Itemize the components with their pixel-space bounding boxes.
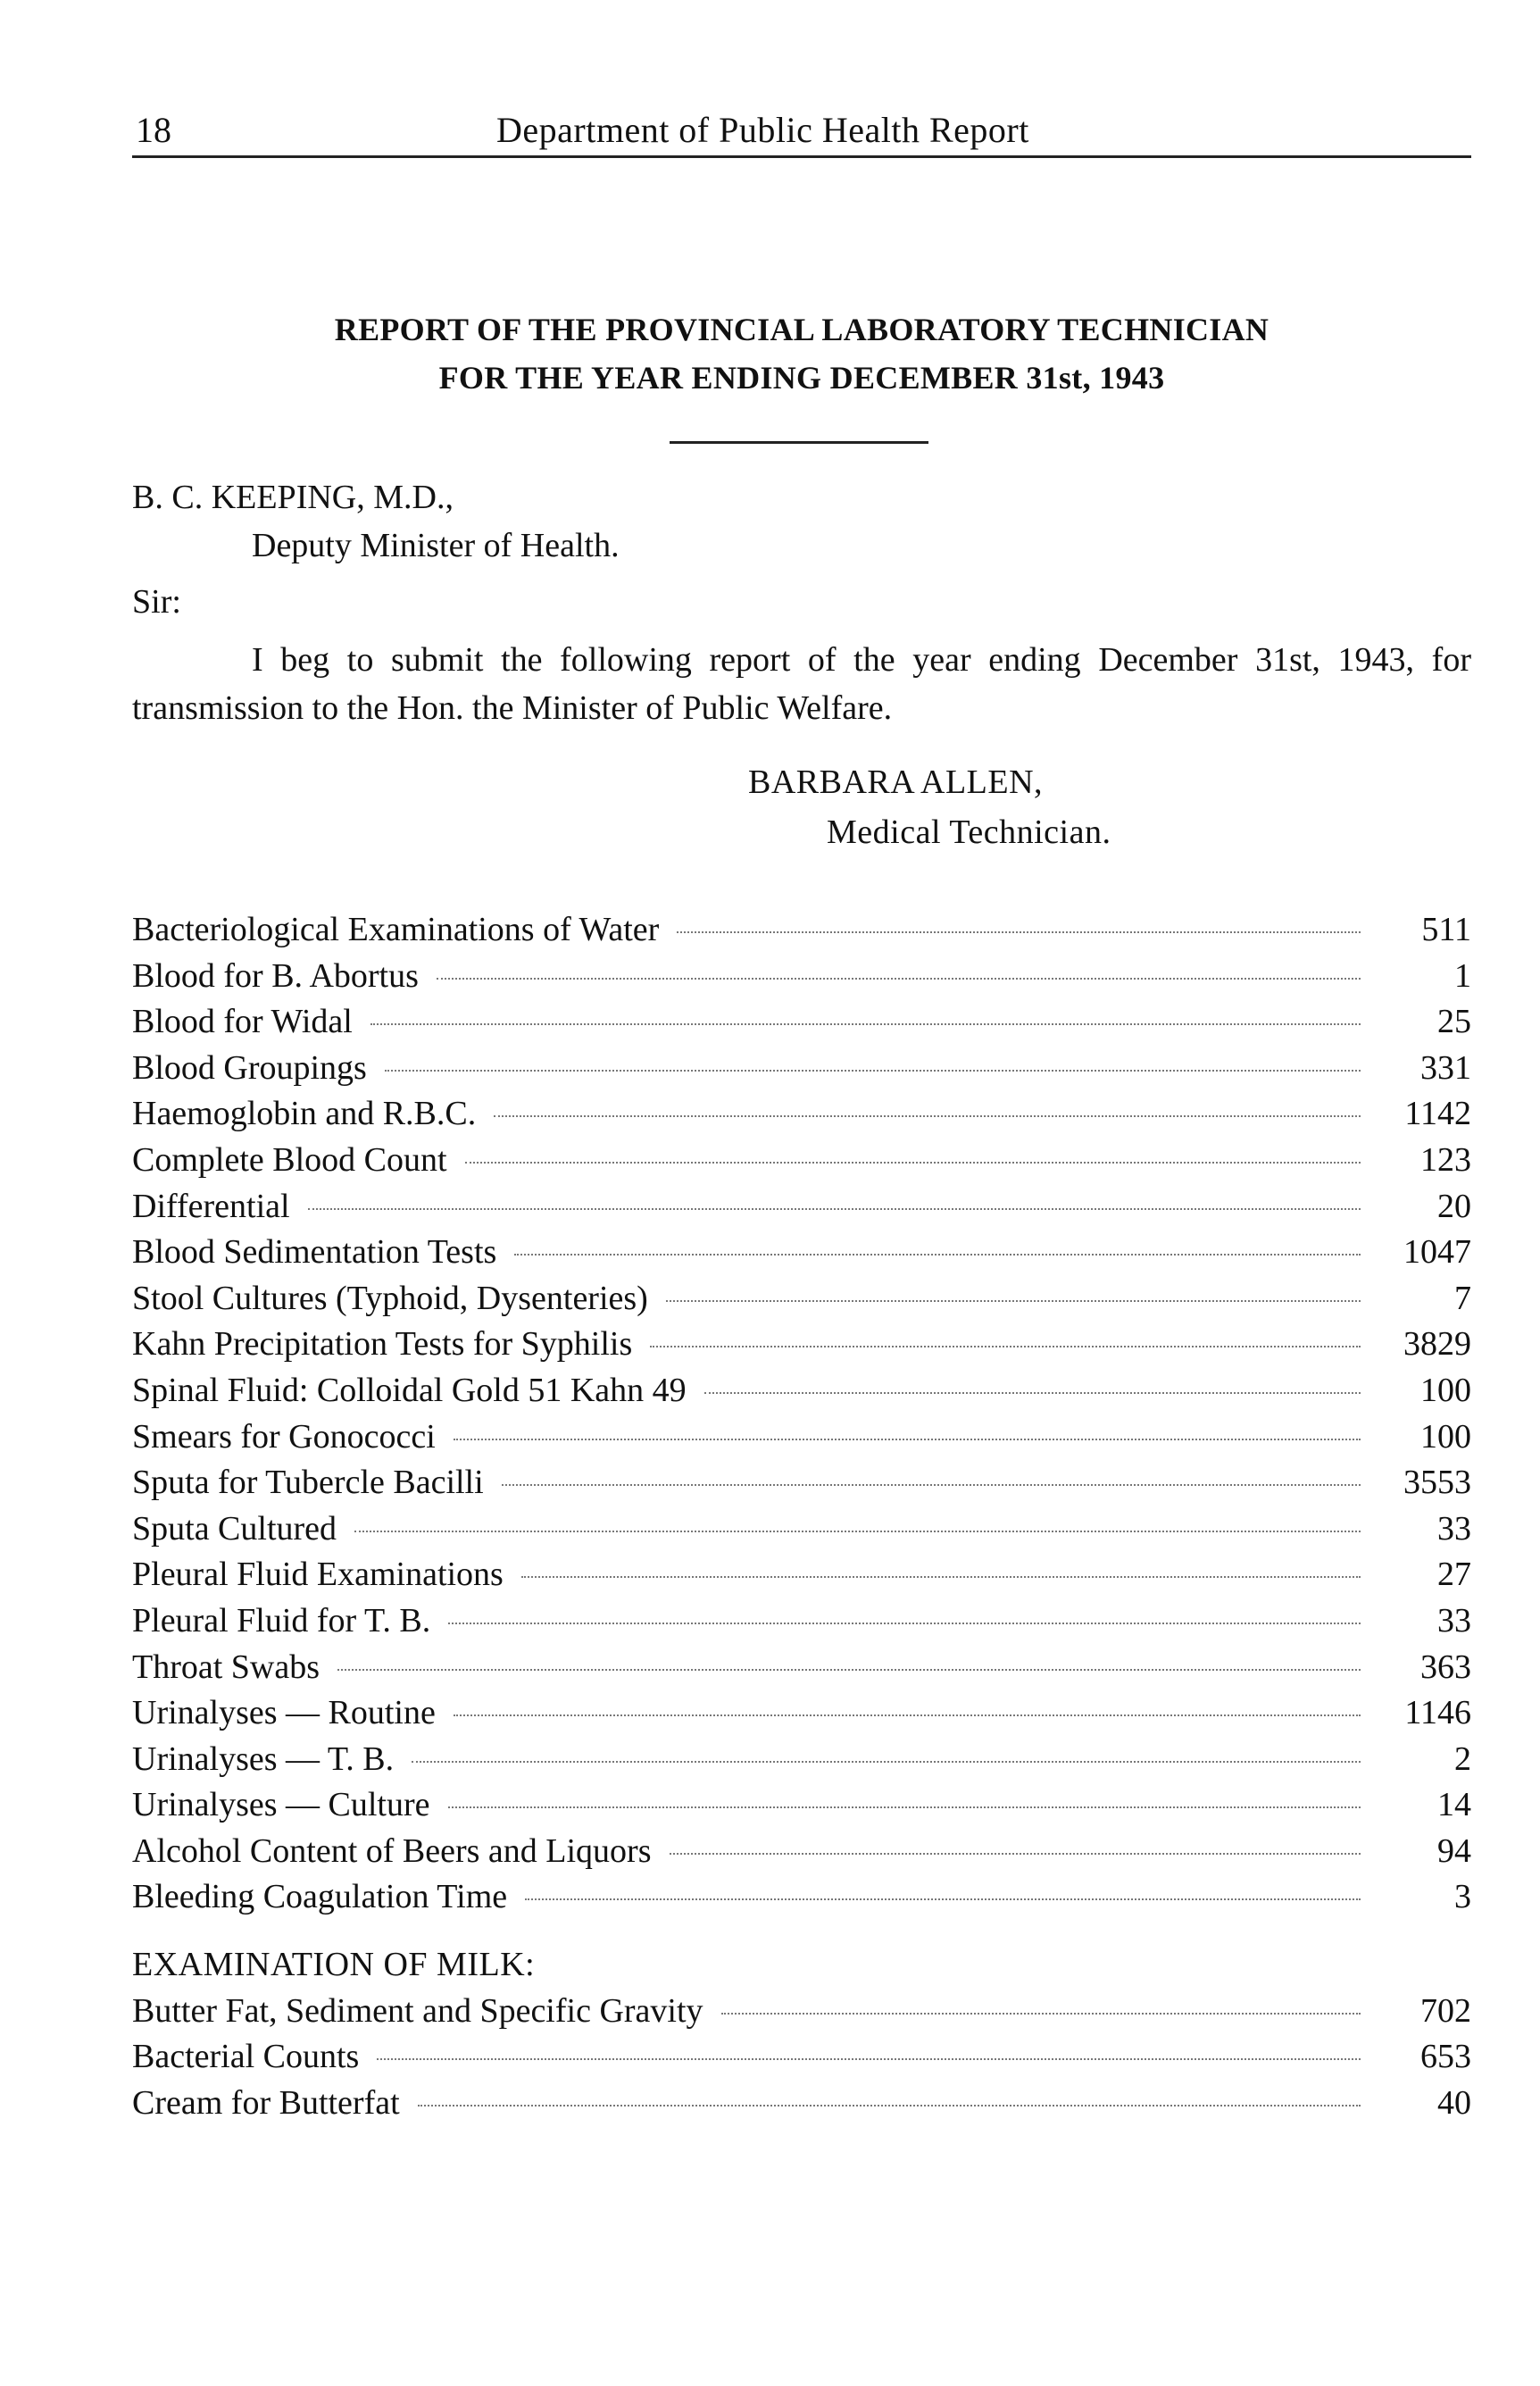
examination-count: 1146	[1404, 1694, 1471, 1732]
examination-row	[132, 1829, 1471, 1875]
dot-leader	[448, 1806, 1361, 1808]
examination-count: 653	[1420, 2038, 1471, 2076]
examination-count: 3	[1454, 1878, 1471, 1916]
milk-examination-rows	[132, 1989, 1471, 2127]
dot-leader	[385, 1070, 1361, 1072]
examination-count: 20	[1437, 1187, 1471, 1225]
examination-row	[132, 1184, 1471, 1231]
examination-label: Throat Swabs	[132, 1648, 320, 1686]
examination-label: Kahn Precipitation Tests for Syphilis	[132, 1325, 633, 1364]
examination-row	[132, 1091, 1471, 1138]
examination-row	[132, 907, 1471, 954]
examination-label: Complete Blood Count	[132, 1140, 447, 1179]
examination-label: Bacteriological Examinations of Water	[132, 911, 660, 948]
examination-count: 1	[1454, 956, 1471, 995]
examination-row	[132, 1690, 1471, 1737]
examination-row	[132, 1322, 1471, 1368]
examination-count: 3553	[1403, 1464, 1471, 1502]
examination-label: Butter Fat, Sediment and Specific Gravity	[132, 1991, 703, 2030]
examination-count: 94	[1437, 1831, 1471, 1870]
running-header	[132, 105, 1471, 158]
examination-label: Smears for Gonococci	[132, 1417, 436, 1456]
examination-label: Bleeding Coagulation Time	[132, 1878, 508, 1916]
signatory-title: Medical Technician.	[827, 813, 1111, 851]
examination-label: Urinalyses — T. B.	[132, 1739, 395, 1778]
examination-label: Pleural Fluid for T. B.	[132, 1601, 431, 1639]
signature-block	[748, 757, 1111, 857]
examination-row	[132, 1598, 1471, 1645]
report-title-line-1: REPORT OF THE PROVINCIAL LABORATORY TECHNICIAN	[334, 312, 1269, 347]
dot-leader	[670, 1853, 1361, 1855]
examination-count: 33	[1437, 1601, 1471, 1639]
examination-row	[132, 1645, 1471, 1691]
addressee-position: Deputy Minister of Health.	[252, 527, 620, 564]
salutation: Sir:	[132, 583, 181, 621]
dot-leader	[502, 1484, 1361, 1486]
examination-label: Spinal Fluid: Colloidal Gold 51 Kahn 49	[132, 1371, 687, 1409]
examination-row	[132, 1230, 1471, 1276]
examination-count: 1047	[1403, 1233, 1471, 1272]
examination-row	[132, 2081, 1471, 2127]
examination-list	[132, 907, 1471, 2126]
dot-leader	[666, 1300, 1361, 1302]
examination-count: 100	[1420, 1371, 1471, 1409]
dot-leader	[448, 1623, 1361, 1624]
examination-count: 331	[1420, 1048, 1471, 1087]
examination-count: 1142	[1404, 1095, 1471, 1133]
report-title	[132, 305, 1471, 402]
addressee-name: B. C. KEEPING, M.D.,	[132, 479, 454, 516]
examination-row	[132, 1138, 1471, 1184]
examination-row	[132, 1506, 1471, 1553]
examination-count: 33	[1437, 1509, 1471, 1548]
running-title: Department of Public Health Report	[496, 110, 1029, 150]
dot-leader	[454, 1439, 1361, 1440]
examination-label: Bacterial Counts	[132, 2038, 360, 2076]
examination-label: Alcohol Content of Beers and Liquors	[132, 1831, 652, 1870]
dot-leader	[454, 1714, 1361, 1716]
examination-label: Haemoglobin and R.B.C.	[132, 1095, 477, 1133]
examination-row	[132, 1737, 1471, 1783]
examination-label: Pleural Fluid Examinations	[132, 1556, 504, 1594]
examination-count: 40	[1437, 2083, 1471, 2122]
dot-leader	[337, 1669, 1361, 1671]
examination-row	[132, 1782, 1471, 1829]
dot-leader	[525, 1898, 1361, 1900]
dot-leader	[354, 1531, 1361, 1532]
examination-row	[132, 1460, 1471, 1506]
dot-leader	[721, 2013, 1361, 2015]
examination-count: 25	[1437, 1003, 1471, 1041]
examination-count: 100	[1420, 1417, 1471, 1456]
examination-label: Sputa Cultured	[132, 1509, 337, 1548]
dot-leader	[412, 1761, 1361, 1763]
examination-label: Stool Cultures (Typhoid, Dysenteries)	[132, 1279, 648, 1317]
examination-count: 702	[1420, 1991, 1471, 2030]
examination-count: 7	[1454, 1279, 1471, 1317]
dot-leader	[308, 1208, 1361, 1210]
examination-row	[132, 2034, 1471, 2081]
examination-label: Blood Groupings	[132, 1048, 367, 1087]
examination-row	[132, 1552, 1471, 1598]
dot-leader	[704, 1392, 1361, 1394]
examination-count: 511	[1421, 911, 1471, 948]
examination-count: 14	[1437, 1786, 1471, 1824]
examination-count: 3829	[1403, 1325, 1471, 1364]
title-divider	[670, 441, 928, 444]
examination-row	[132, 1989, 1471, 2035]
examination-label: Sputa for Tubercle Bacilli	[132, 1464, 484, 1502]
signatory-name: BARBARA ALLEN,	[748, 763, 1044, 801]
examination-count: 363	[1420, 1648, 1471, 1686]
dot-leader	[494, 1115, 1361, 1117]
dot-leader	[437, 978, 1361, 980]
examination-row	[132, 999, 1471, 1046]
examination-row	[132, 1368, 1471, 1414]
dot-leader	[370, 1023, 1361, 1025]
dot-leader	[650, 1346, 1361, 1347]
examination-count: 123	[1420, 1140, 1471, 1179]
examination-rows	[132, 907, 1471, 1921]
dot-leader	[377, 2058, 1361, 2060]
examination-row	[132, 954, 1471, 1000]
examination-row	[132, 1276, 1471, 1322]
examination-label: Blood Sedimentation Tests	[132, 1233, 497, 1272]
report-title-line-2: FOR THE YEAR ENDING DECEMBER 31st, 1943	[438, 360, 1165, 396]
examination-row	[132, 1414, 1471, 1461]
dot-leader	[418, 2105, 1361, 2107]
examination-label: Cream for Butterfat	[132, 2083, 400, 2122]
dot-leader	[514, 1254, 1361, 1256]
dot-leader	[465, 1162, 1361, 1164]
examination-label: Urinalyses — Routine	[132, 1694, 436, 1732]
dot-leader	[677, 931, 1361, 933]
examination-count: 27	[1437, 1556, 1471, 1594]
letter-body: I beg to submit the following report of the year ending December 31st, 1943, for transmission to the Hon. the Minister of Public Welfare.	[132, 641, 1471, 727]
examination-label: Urinalyses — Culture	[132, 1786, 430, 1824]
page-number: 18	[136, 110, 171, 150]
milk-section-heading: EXAMINATION OF MILK:	[132, 1946, 536, 1984]
dot-leader	[521, 1576, 1361, 1578]
examination-count: 2	[1454, 1739, 1471, 1778]
examination-label: Differential	[132, 1187, 290, 1225]
examination-row	[132, 1046, 1471, 1092]
addressee-block	[132, 473, 620, 570]
examination-label: Blood for B. Abortus	[132, 956, 419, 995]
examination-label: Blood for Widal	[132, 1003, 353, 1041]
examination-row	[132, 1874, 1471, 1921]
